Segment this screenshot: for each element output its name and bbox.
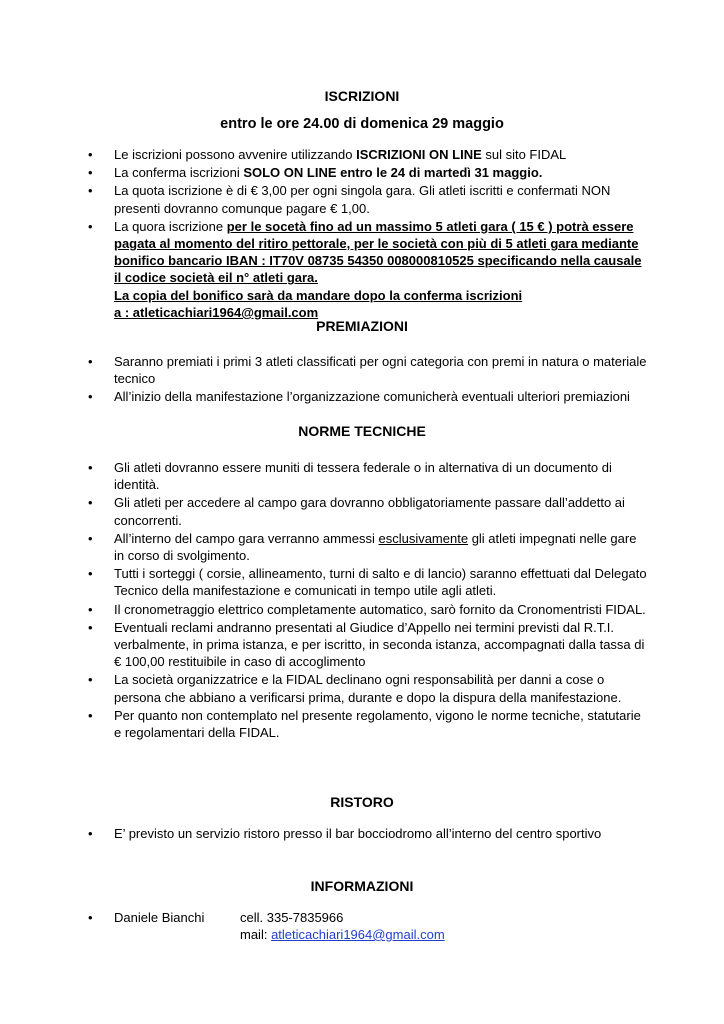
premiazioni-list	[88, 353, 648, 407]
bullet-icon: •	[88, 495, 93, 511]
iscrizioni-list	[88, 146, 648, 322]
bullet-icon: •	[88, 460, 93, 475]
list-item: • La quota iscrizione è di € 3,00 per ogni singola gara. Gli atleti iscritti e confermati NON presenti dovranno comunque pagare € 1,00.	[88, 183, 611, 216]
bullet-icon: •	[88, 910, 93, 925]
list-item: • Il cronometraggio elettrico completamente automatico, sarò fornito da Cronomentristi FIDAL.	[88, 601, 646, 617]
bullet-icon: •	[88, 601, 93, 617]
bullet-icon: •	[88, 354, 93, 369]
norme-title: NORME TECNICHE	[298, 423, 426, 439]
list-item: • Gli atleti dovranno essere muniti di tessera federale o in alternativa di un documento di identità.	[88, 460, 612, 493]
list-item: • Gli atleti per accedere al campo gara dovranno obbligatoriamente passare dall’addetto ai concorrenti.	[88, 495, 625, 528]
contact-name: Daniele Bianchi	[114, 910, 205, 925]
list-item: • Eventuali reclami andranno presentati al Giudice d’Appello nei termini previsti dal R.T.I. verbalmente, in prima istanza, e per iscritto, in seconda istanza, accompagnati dalla tassa di € 100,00 restituibile in caso di accoglimento	[88, 619, 645, 670]
bullet-icon: •	[88, 707, 93, 723]
list-item: • E’ previsto un servizio ristoro presso il bar bocciodromo all’interno del centro sportivo	[88, 826, 602, 841]
bullet-icon: •	[88, 218, 93, 234]
bullet-icon: •	[88, 389, 93, 405]
bullet-icon: •	[88, 566, 93, 582]
iscrizioni-title: ISCRIZIONI	[324, 88, 400, 104]
list-item: • Saranno premiati i primi 3 atleti classificati per ogni categoria con premi in natura o materiale tecnico	[88, 354, 647, 387]
list-item: • La conferma iscrizioni SOLO ON LINE entro le 24 di martedì 31 maggio.	[88, 165, 543, 181]
list-item: • Per quanto non contemplato nel presente regolamento, vigono le norme tecniche, statutarie e regolamentari della FIDAL.	[88, 707, 641, 741]
email-link[interactable]: atleticachiari1964@gmail.com	[271, 927, 445, 942]
norme-list	[88, 459, 648, 742]
informazioni-title: INFORMAZIONI	[310, 878, 414, 894]
list-item: • La società organizzatrice e la FIDAL declinano ogni responsabilità per danni a cose o persona che abbiano a verificarsi prima, durante e dopo la dispura della manifestazione.	[88, 672, 622, 705]
bullet-icon: •	[88, 672, 93, 688]
premiazioni-title: PREMIAZIONI	[316, 318, 408, 334]
list-item: • Le iscrizioni possono avvenire utilizzando ISCRIZIONI ON LINE sul sito FIDAL	[88, 147, 567, 162]
contact-phone: cell. 335-7835966	[240, 910, 344, 925]
list-item: • Tutti i sorteggi ( corsie, allineamento, turni di salto e di lancio) saranno effettuati dal Delegato Tecnico della manifestazione e comunicati in tempo utile agli atleti.	[88, 566, 647, 599]
iscrizioni-deadline: entro le ore 24.00 di domenica 29 maggio	[220, 116, 504, 132]
bullet-icon: •	[88, 826, 93, 841]
bullet-icon: •	[88, 147, 93, 162]
bullet-icon: •	[88, 183, 93, 199]
list-item: • All’interno del campo gara verranno ammessi esclusivamente gli atleti impegnati nelle gare in corso di svolgimento.	[88, 530, 637, 564]
list-item: • All’inizio della manifestazione l’organizzazione comunicherà eventuali ulteriori premiazioni	[88, 389, 630, 405]
bullet-icon: •	[88, 619, 93, 635]
bullet-icon: •	[88, 165, 93, 181]
ristoro-title: RISTORO	[330, 794, 394, 810]
ristoro-list	[88, 825, 648, 843]
list-item: • La quora iscrizione per le socetà fino ad un massimo 5 atleti gara ( 15 € ) potrà essere pagata al momento del ritiro pettorale, per le società con più di 5 atleti gara mediante bonifico bancario IBAN : IT70V 08735 54350 008000810525 specificando nella causale il codice società eil n° atleti gara. La copia del bonifico sarà da mandare dopo la conferma iscrizioni a : atleticachiari1964@gmail.com	[88, 218, 642, 320]
bullet-icon: •	[88, 530, 93, 546]
contact-mail: mail: atleticachiari1964@gmail.com	[240, 927, 445, 942]
